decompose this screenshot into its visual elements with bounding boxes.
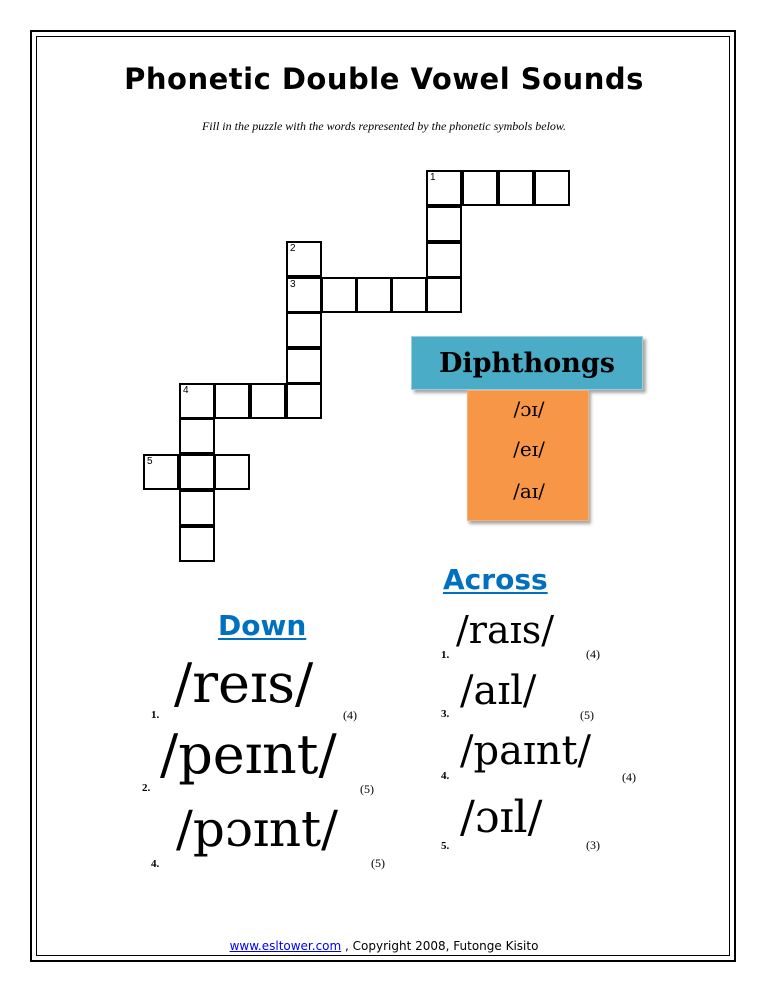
grid-cell[interactable] bbox=[462, 170, 498, 206]
down-clue-number: 1. bbox=[151, 709, 160, 721]
clue-number-1: 1 bbox=[430, 172, 436, 183]
grid-cell[interactable] bbox=[179, 418, 215, 454]
clue-number-2: 2 bbox=[290, 243, 296, 254]
down-clue-number: 4. bbox=[151, 858, 160, 870]
grid-cell[interactable] bbox=[356, 277, 392, 313]
across-heading: Across bbox=[443, 563, 548, 596]
footer-copyright: , Copyright 2008, Futonge Kisito bbox=[341, 939, 539, 953]
grid-cell[interactable] bbox=[179, 526, 215, 562]
grid-cell[interactable] bbox=[286, 312, 322, 348]
clue-number-3: 3 bbox=[290, 279, 296, 290]
across-clue-ipa: /paɪnt/ bbox=[460, 728, 592, 774]
down-clue-number: 2. bbox=[142, 782, 151, 794]
grid-cell[interactable] bbox=[286, 277, 322, 313]
grid-cell[interactable] bbox=[214, 383, 250, 419]
grid-cell[interactable] bbox=[321, 277, 357, 313]
across-clue-length: (4) bbox=[622, 770, 636, 784]
across-clue-length: (4) bbox=[586, 647, 600, 661]
across-clue-number: 3. bbox=[441, 708, 450, 720]
diphthong-item: /aɪ/ bbox=[513, 479, 545, 503]
page-border-inner bbox=[36, 36, 730, 956]
grid-cell[interactable] bbox=[286, 383, 322, 419]
diphthongs-heading-box bbox=[411, 336, 643, 390]
grid-cell[interactable] bbox=[534, 170, 570, 206]
down-clue-length: (4) bbox=[343, 708, 357, 722]
grid-cell[interactable] bbox=[426, 242, 462, 278]
across-clue-ipa: /raɪs/ bbox=[456, 608, 555, 652]
down-clue-length: (5) bbox=[371, 856, 385, 870]
down-clue-length: (5) bbox=[360, 782, 374, 796]
diphthong-item: /ɔɪ/ bbox=[513, 397, 545, 421]
grid-cell[interactable] bbox=[426, 277, 462, 313]
across-clue-number: 4. bbox=[441, 770, 450, 782]
grid-cell[interactable] bbox=[179, 490, 215, 526]
grid-cell[interactable] bbox=[426, 170, 462, 206]
across-clue-length: (3) bbox=[586, 838, 600, 852]
diphthong-item: /eɪ/ bbox=[513, 437, 545, 461]
instructions: Fill in the puzzle with the words represented by the phonetic symbols below. bbox=[201, 119, 567, 133]
diphthongs-heading: Diphthongs bbox=[438, 347, 615, 379]
diphthongs-list bbox=[467, 390, 589, 521]
clue-number-5: 5 bbox=[147, 456, 153, 467]
footer-link[interactable]: www.esltower.com bbox=[229, 939, 342, 953]
grid-cell[interactable] bbox=[391, 277, 427, 313]
grid-cell[interactable] bbox=[286, 348, 322, 384]
down-clue-ipa: /peɪnt/ bbox=[160, 723, 337, 786]
grid-cell[interactable] bbox=[179, 383, 215, 419]
down-clue-ipa: /reɪs/ bbox=[174, 652, 314, 715]
down-heading: Down bbox=[218, 609, 307, 642]
grid-cell[interactable] bbox=[286, 241, 322, 277]
grid-cell[interactable] bbox=[214, 454, 250, 490]
down-clue-ipa: /pɔɪnt/ bbox=[176, 800, 338, 858]
footer bbox=[0, 939, 768, 953]
across-clue-number: 5. bbox=[441, 840, 450, 852]
page-title: Phonetic Double Vowel Sounds bbox=[124, 62, 644, 96]
grid-cell[interactable] bbox=[498, 170, 534, 206]
across-clue-ipa: /aɪl/ bbox=[460, 668, 537, 714]
grid-cell[interactable] bbox=[179, 454, 215, 490]
across-clue-length: (5) bbox=[580, 708, 594, 722]
across-clue-number: 1. bbox=[441, 649, 450, 661]
grid-cell[interactable] bbox=[250, 383, 286, 419]
grid-cell[interactable] bbox=[426, 206, 462, 242]
grid-cell[interactable] bbox=[143, 454, 179, 490]
across-clue-ipa: /ɔɪl/ bbox=[460, 792, 543, 843]
clue-number-4: 4 bbox=[183, 385, 189, 396]
